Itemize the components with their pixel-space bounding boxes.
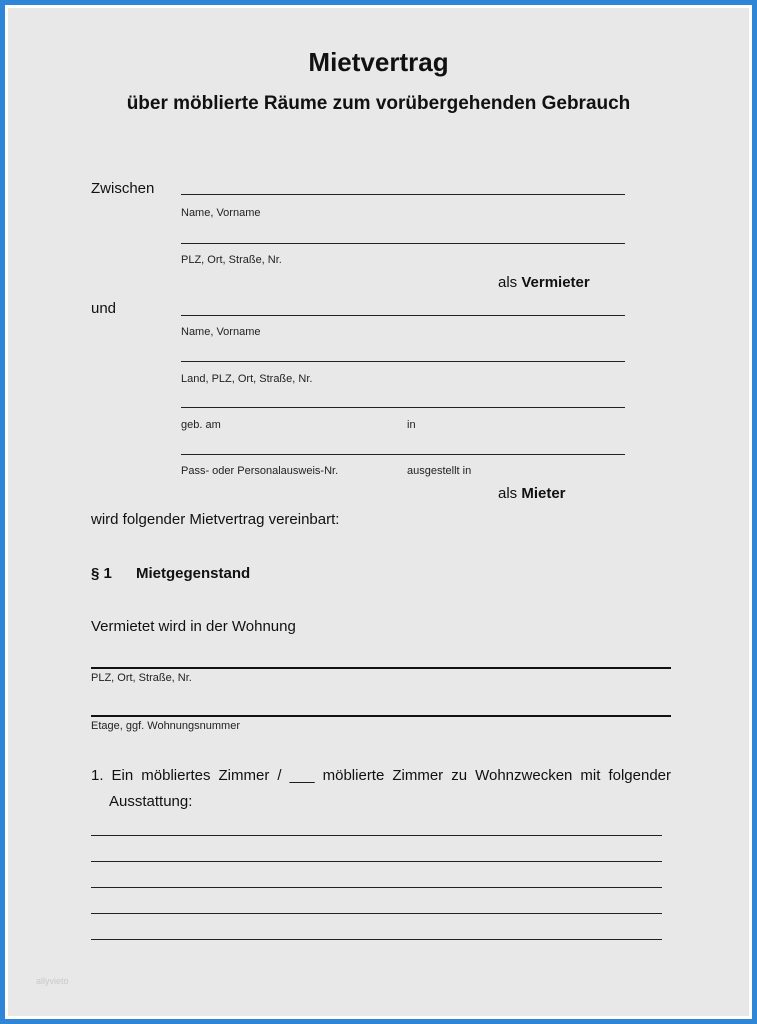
item1-continuation: Ausstattung:: [109, 793, 193, 810]
apartment-floor-line[interactable]: [91, 715, 671, 717]
apartment-address-line[interactable]: [91, 667, 671, 669]
landlord-name-hint: Name, Vorname: [181, 207, 261, 219]
tenant-name-hint: Name, Vorname: [181, 326, 261, 338]
tenant-address-line[interactable]: [181, 361, 625, 362]
equipment-line-2[interactable]: [91, 861, 662, 862]
section-intro: Vermietet wird in der Wohnung: [91, 618, 296, 635]
document-title: Mietvertrag: [308, 47, 449, 77]
equipment-line-4[interactable]: [91, 913, 662, 914]
section-title: Mietgegenstand: [136, 565, 251, 582]
and-label: und: [91, 300, 117, 317]
tenant-birth-place-hint: in: [407, 419, 416, 431]
tenant-id-hint: Pass- oder Personalausweis-Nr.: [181, 465, 339, 477]
equipment-line-5[interactable]: [91, 939, 662, 940]
tenant-birth-hint: geb. am: [181, 419, 221, 431]
landlord-name-line[interactable]: [181, 194, 625, 195]
between-label: Zwischen: [91, 180, 155, 197]
tenant-name-line[interactable]: [181, 315, 625, 316]
tenant-id-line[interactable]: [181, 454, 625, 455]
item1-text: 1. Ein möbliertes Zimmer / ___ möblierte Zimmer zu Wohnzwecken mit folgender: [91, 767, 671, 784]
landlord-address-hint: PLZ, Ort, Straße, Nr.: [181, 254, 282, 266]
apartment-address-hint: PLZ, Ort, Straße, Nr.: [91, 672, 192, 684]
landlord-role: als Vermieter: [498, 274, 590, 291]
apartment-floor-hint: Etage, ggf. Wohnungsnummer: [91, 720, 240, 732]
tenant-birth-line[interactable]: [181, 407, 625, 408]
tenant-id-issued-hint: ausgestellt in: [407, 465, 472, 477]
tenant-role: als Mieter: [498, 485, 566, 502]
section-number: § 1: [91, 565, 112, 582]
equipment-line-1[interactable]: [91, 835, 662, 836]
agreement-line: wird folgender Mietvertrag vereinbart:: [91, 511, 340, 528]
tenant-address-hint: Land, PLZ, Ort, Straße, Nr.: [181, 373, 313, 385]
landlord-address-line[interactable]: [181, 243, 625, 244]
document-subtitle: über möblierte Räume zum vorübergehenden Gebrauch: [126, 93, 631, 114]
watermark: allyvieto: [36, 976, 69, 986]
equipment-line-3[interactable]: [91, 887, 662, 888]
